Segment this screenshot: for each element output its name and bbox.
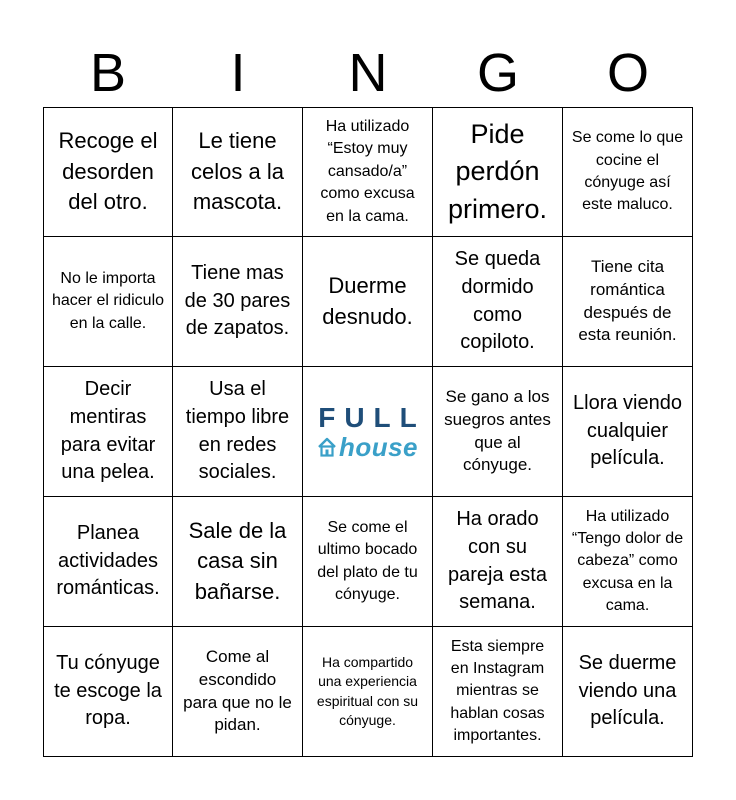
bingo-cell[interactable] (303, 627, 433, 757)
bingo-cell[interactable] (173, 367, 303, 497)
cell-text: Usa el tiempo libre en redes sociales. (185, 378, 290, 484)
cell-text: Se gano a los suegros antes que al cónyuge. (444, 386, 551, 475)
bingo-header (43, 38, 693, 108)
cell-text: Tiene cita romántica después de esta reunión. (578, 256, 677, 345)
cell-text: Tu cónyuge te escoge la ropa. (54, 652, 162, 730)
cell-text: Decir mentiras para evitar una pelea. (60, 378, 156, 484)
bingo-cell[interactable] (433, 497, 563, 627)
header-letter-n: N (348, 43, 388, 103)
bingo-cell[interactable] (433, 367, 563, 497)
bingo-cell[interactable] (43, 367, 173, 497)
bingo-cell[interactable] (433, 237, 563, 367)
bingo-cell[interactable] (303, 237, 433, 367)
cell-text: Duerme desnudo. (322, 273, 413, 329)
cell-text: Llora viendo cualquier película. (573, 392, 682, 470)
cell-text: Ha orado con su pareja esta semana. (448, 508, 547, 614)
bingo-board (43, 107, 693, 757)
cell-text: Planea actividades románticas. (56, 522, 160, 600)
bingo-cell[interactable] (173, 237, 303, 367)
bingo-cell[interactable] (43, 107, 173, 237)
cell-text: Esta siempre en Instagram mientras se hablan cosas importantes. (450, 637, 545, 745)
bingo-cell[interactable] (303, 497, 433, 627)
cell-text: Pide perdón primero. (447, 119, 548, 224)
bingo-cell[interactable] (433, 107, 563, 237)
bingo-cell[interactable] (43, 237, 173, 367)
bingo-cell[interactable] (563, 237, 693, 367)
bingo-cell[interactable] (563, 627, 693, 757)
cell-text: Ha compartido una experiencia espiritual con su cónyuge. (316, 654, 419, 728)
cell-text: Tiene mas de 30 pares de zapatos. (184, 262, 291, 340)
cell-text: Ha utilizado “Estoy muy cansado/a” como excusa en la cama. (320, 118, 415, 225)
logo-top-text: FULL (318, 401, 426, 433)
house-icon (317, 437, 337, 457)
bingo-cell[interactable] (563, 367, 693, 497)
bingo-cell[interactable] (43, 627, 173, 757)
header-letter-b: B (89, 43, 127, 103)
bingo-cell[interactable] (173, 627, 303, 757)
logo-bottom-text: house (338, 431, 419, 462)
cell-text: Ha utilizado “Tengo dolor de cabeza” como excusa en la cama. (571, 507, 684, 615)
header-letter-g: G (476, 43, 519, 103)
bingo-cell[interactable] (563, 107, 693, 237)
full-house-logo (309, 401, 426, 462)
bingo-cell[interactable] (303, 107, 433, 237)
free-space-cell[interactable] (303, 367, 433, 497)
header-letter-o: O (606, 43, 649, 103)
cell-text: Se queda dormido como copiloto. (454, 248, 541, 354)
cell-text: Se duerme viendo una película. (578, 652, 677, 730)
cell-text: Se come lo que cocine el cónyuge así este maluco. (571, 129, 684, 214)
bingo-cell[interactable] (173, 497, 303, 627)
bingo-cell[interactable] (173, 107, 303, 237)
cell-text: Recoge el desorden del otro. (58, 128, 158, 215)
bingo-cell[interactable] (433, 627, 563, 757)
cell-text: Se come el ultimo bocado del plato de tu cónyuge. (317, 518, 418, 603)
cell-text: Come al escondido para que no le pidan. (183, 646, 292, 735)
cell-text: Sale de la casa sin bañarse. (188, 517, 287, 604)
bingo-cell[interactable] (563, 497, 693, 627)
cell-text: Le tiene celos a la mascota. (191, 128, 284, 215)
header-letter-i: I (230, 43, 246, 103)
bingo-cell[interactable] (43, 497, 173, 627)
cell-text: No le importa hacer el ridiculo en la calle. (51, 269, 165, 332)
